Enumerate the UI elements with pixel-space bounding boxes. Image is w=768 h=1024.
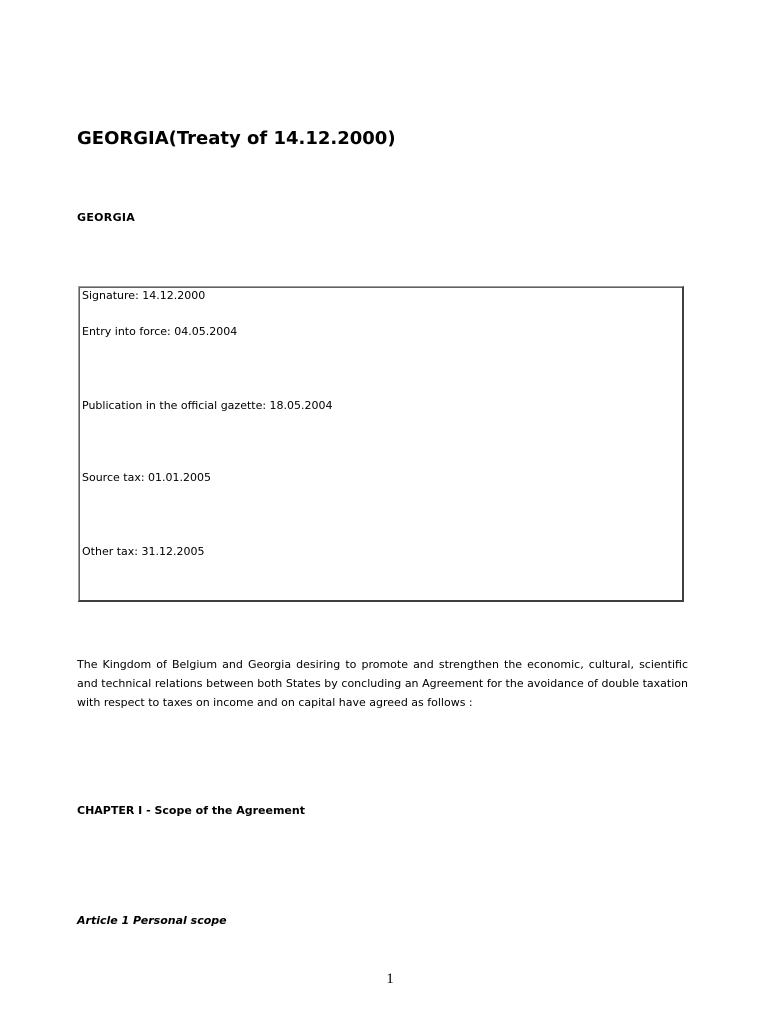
article-heading: Article 1 Personal scope bbox=[77, 914, 227, 927]
document-title: GEORGIA(Treaty of 14.12.2000) bbox=[77, 128, 396, 149]
page-number: 1 bbox=[386, 971, 394, 987]
intro-paragraph: The Kingdom of Belgium and Georgia desiring to promote and strengthen the economic, cultural, scientific and technical relations between both States by concluding an Agreement for the avoidance of double taxation with respect to taxes on income and on capital have agreed as follows : bbox=[77, 658, 688, 709]
source-tax-line: Source tax: 01.01.2005 bbox=[82, 471, 212, 484]
entry-into-force-line: Entry into force: 04.05.2004 bbox=[82, 325, 238, 338]
document-subtitle: GEORGIA bbox=[77, 211, 136, 224]
treaty-info-box bbox=[78, 286, 684, 602]
publication-line: Publication in the official gazette: 18.05.2004 bbox=[82, 399, 333, 412]
other-tax-line: Other tax: 31.12.2005 bbox=[82, 545, 205, 558]
signature-line: Signature: 14.12.2000 bbox=[82, 289, 206, 302]
chapter-heading: CHAPTER I - Scope of the Agreement bbox=[77, 804, 305, 817]
